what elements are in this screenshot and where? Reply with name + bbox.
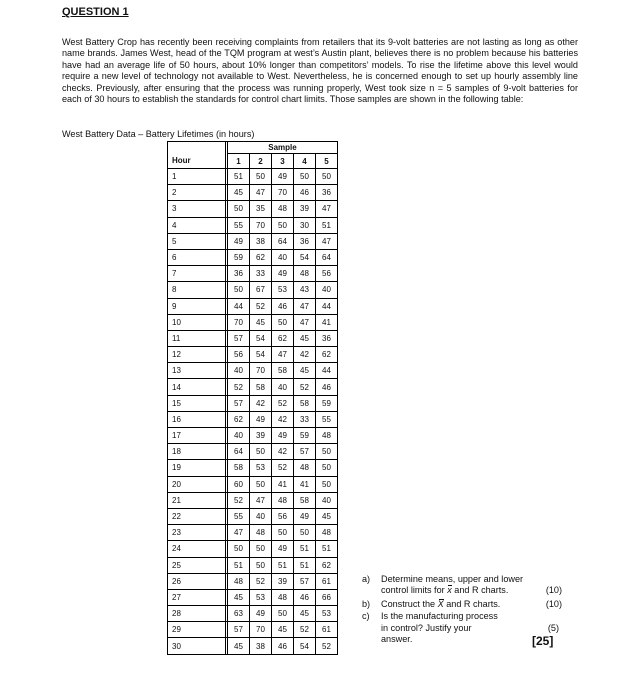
lifetime-cell: 33 bbox=[250, 266, 272, 282]
lifetime-cell: 67 bbox=[250, 282, 272, 298]
hour-cell: 16 bbox=[168, 411, 226, 427]
lifetime-cell: 50 bbox=[316, 460, 338, 476]
lifetime-cell: 50 bbox=[272, 314, 294, 330]
lifetime-cell: 53 bbox=[316, 606, 338, 622]
lifetime-cell: 52 bbox=[316, 638, 338, 654]
lifetime-cell: 52 bbox=[228, 492, 250, 508]
hour-cell: 20 bbox=[168, 476, 226, 492]
table-row bbox=[168, 444, 338, 460]
table-row bbox=[168, 622, 338, 638]
lifetime-cell: 35 bbox=[250, 201, 272, 217]
lifetime-cell: 62 bbox=[316, 347, 338, 363]
lifetime-cell: 43 bbox=[294, 282, 316, 298]
lifetime-cell: 53 bbox=[250, 589, 272, 605]
lifetime-cell: 40 bbox=[272, 249, 294, 265]
hour-cell: 28 bbox=[168, 606, 226, 622]
lifetime-cell: 52 bbox=[272, 460, 294, 476]
table-header-row bbox=[168, 142, 338, 154]
table-row bbox=[168, 460, 338, 476]
lifetime-cell: 70 bbox=[272, 185, 294, 201]
sample-number: 1 bbox=[228, 154, 250, 169]
question-c-text: Is the manufacturing process in control? Justify your answer. bbox=[381, 611, 498, 645]
lifetime-cell: 57 bbox=[228, 395, 250, 411]
hour-cell: 18 bbox=[168, 444, 226, 460]
table-row bbox=[168, 589, 338, 605]
lifetime-cell: 50 bbox=[272, 525, 294, 541]
table-row bbox=[168, 363, 338, 379]
lifetime-cell: 51 bbox=[316, 541, 338, 557]
lifetime-cell: 47 bbox=[294, 314, 316, 330]
hour-cell: 15 bbox=[168, 395, 226, 411]
lifetime-cell: 47 bbox=[250, 492, 272, 508]
lifetime-cell: 52 bbox=[294, 622, 316, 638]
lifetime-cell: 45 bbox=[294, 606, 316, 622]
lifetime-cell: 38 bbox=[250, 638, 272, 654]
sample-header: Sample bbox=[228, 142, 338, 154]
lifetime-cell: 42 bbox=[272, 444, 294, 460]
lifetime-cell: 50 bbox=[294, 525, 316, 541]
table-row bbox=[168, 428, 338, 444]
lifetime-cell: 66 bbox=[316, 589, 338, 605]
lifetime-cell: 70 bbox=[250, 622, 272, 638]
table-row bbox=[168, 557, 338, 573]
hour-cell: 12 bbox=[168, 347, 226, 363]
table-row bbox=[168, 185, 338, 201]
lifetime-cell: 47 bbox=[250, 185, 272, 201]
table-row bbox=[168, 169, 338, 185]
hour-cell: 22 bbox=[168, 508, 226, 524]
table-row bbox=[168, 330, 338, 346]
lifetime-cell: 53 bbox=[272, 282, 294, 298]
lifetime-cell: 55 bbox=[228, 508, 250, 524]
hour-cell: 24 bbox=[168, 541, 226, 557]
lifetime-cell: 40 bbox=[272, 379, 294, 395]
header-blank-cell bbox=[168, 142, 226, 154]
lifetime-cell: 30 bbox=[294, 217, 316, 233]
lifetime-cell: 57 bbox=[228, 622, 250, 638]
lifetime-cell: 52 bbox=[250, 298, 272, 314]
total-marks: [25] bbox=[532, 634, 554, 648]
lifetime-cell: 49 bbox=[272, 169, 294, 185]
lifetime-cell: 46 bbox=[294, 185, 316, 201]
hour-cell: 23 bbox=[168, 525, 226, 541]
lifetime-cell: 51 bbox=[228, 557, 250, 573]
lifetime-cell: 49 bbox=[272, 428, 294, 444]
lifetime-cell: 45 bbox=[250, 314, 272, 330]
lifetime-cell: 51 bbox=[228, 169, 250, 185]
lifetime-cell: 48 bbox=[272, 201, 294, 217]
hour-cell: 19 bbox=[168, 460, 226, 476]
lifetime-cell: 50 bbox=[316, 169, 338, 185]
lifetime-cell: 50 bbox=[250, 541, 272, 557]
lifetime-cell: 63 bbox=[228, 606, 250, 622]
table-row bbox=[168, 476, 338, 492]
lifetime-cell: 50 bbox=[250, 557, 272, 573]
lifetime-cell: 54 bbox=[294, 638, 316, 654]
problem-description: West Battery Crop has recently been receiving complaints from retailers that its 9-volt batteries are not lasting as long as other name brands. James West, head of the TQM program at west’s Austin plant, believes there is no problem because his batteries have had an average life of 50 hours, about 10% longer than competitors’ models. To rise the lifetime above this level would require a new level of technology not available to West. Nevertheless, he is concerned enough to set up hourly assembly line checks. Previously, after ensuring that the process was running properly, West took size n = 5 samples of 9-volt batteries for each of 30 hours to establish the standards for control chart limits. Those samples are shown in the following table: bbox=[62, 37, 578, 105]
lifetime-cell: 49 bbox=[272, 541, 294, 557]
lifetime-cell: 58 bbox=[228, 460, 250, 476]
lifetime-cell: 36 bbox=[316, 330, 338, 346]
question-a-marks: (10) bbox=[545, 585, 562, 596]
table-row bbox=[168, 298, 338, 314]
table-row bbox=[168, 314, 338, 330]
lifetime-cell: 70 bbox=[250, 217, 272, 233]
lifetime-cell: 56 bbox=[272, 508, 294, 524]
lifetime-cell: 61 bbox=[316, 573, 338, 589]
question-b-text: Construct the bbox=[381, 598, 436, 609]
lifetime-cell: 49 bbox=[250, 606, 272, 622]
lifetime-cell: 39 bbox=[272, 573, 294, 589]
lifetime-cell: 49 bbox=[272, 266, 294, 282]
table-row bbox=[168, 492, 338, 508]
hour-cell: 4 bbox=[168, 217, 226, 233]
hour-cell: 7 bbox=[168, 266, 226, 282]
hour-cell: 30 bbox=[168, 638, 226, 654]
lifetime-cell: 51 bbox=[316, 217, 338, 233]
lifetime-cell: 48 bbox=[250, 525, 272, 541]
lifetime-cell: 49 bbox=[250, 411, 272, 427]
lifetime-cell: 52 bbox=[250, 573, 272, 589]
lifetime-cell: 44 bbox=[316, 363, 338, 379]
hour-cell: 10 bbox=[168, 314, 226, 330]
lifetime-cell: 62 bbox=[316, 557, 338, 573]
hour-cell: 8 bbox=[168, 282, 226, 298]
lifetime-cell: 60 bbox=[228, 476, 250, 492]
lifetime-cell: 36 bbox=[316, 185, 338, 201]
lifetime-cell: 47 bbox=[316, 201, 338, 217]
table-row bbox=[168, 395, 338, 411]
table-row bbox=[168, 266, 338, 282]
lifetime-cell: 36 bbox=[228, 266, 250, 282]
question-c-marks: (5) bbox=[547, 622, 559, 633]
lifetime-cell: 47 bbox=[228, 525, 250, 541]
battery-data-table bbox=[167, 141, 338, 655]
sample-number: 2 bbox=[250, 154, 272, 169]
hour-header: Hour bbox=[168, 154, 226, 169]
lifetime-cell: 38 bbox=[250, 233, 272, 249]
lifetime-cell: 50 bbox=[316, 444, 338, 460]
lifetime-cell: 39 bbox=[294, 201, 316, 217]
lifetime-cell: 50 bbox=[250, 476, 272, 492]
lifetime-cell: 58 bbox=[272, 363, 294, 379]
lifetime-cell: 51 bbox=[294, 541, 316, 557]
lifetime-cell: 57 bbox=[294, 444, 316, 460]
lifetime-cell: 50 bbox=[250, 169, 272, 185]
lifetime-cell: 45 bbox=[228, 185, 250, 201]
lifetime-cell: 48 bbox=[294, 460, 316, 476]
hour-cell: 3 bbox=[168, 201, 226, 217]
lifetime-cell: 40 bbox=[316, 492, 338, 508]
hour-cell: 27 bbox=[168, 589, 226, 605]
hour-cell: 21 bbox=[168, 492, 226, 508]
table-subheader-row bbox=[168, 154, 338, 169]
lifetime-cell: 48 bbox=[272, 492, 294, 508]
hour-cell: 5 bbox=[168, 233, 226, 249]
sample-number: 4 bbox=[294, 154, 316, 169]
lifetime-cell: 45 bbox=[228, 589, 250, 605]
lifetime-cell: 56 bbox=[228, 347, 250, 363]
lifetime-cell: 62 bbox=[272, 330, 294, 346]
lifetime-cell: 44 bbox=[228, 298, 250, 314]
lifetime-cell: 70 bbox=[250, 363, 272, 379]
lifetime-cell: 40 bbox=[250, 508, 272, 524]
lifetime-cell: 47 bbox=[294, 298, 316, 314]
lifetime-cell: 48 bbox=[316, 428, 338, 444]
table-row bbox=[168, 573, 338, 589]
lifetime-cell: 40 bbox=[228, 428, 250, 444]
table-row bbox=[168, 282, 338, 298]
x-bar-symbol: X bbox=[437, 598, 444, 609]
lifetime-cell: 45 bbox=[272, 622, 294, 638]
hour-cell: 25 bbox=[168, 557, 226, 573]
hour-cell: 13 bbox=[168, 363, 226, 379]
lifetime-cell: 59 bbox=[228, 249, 250, 265]
lifetime-cell: 54 bbox=[250, 347, 272, 363]
sample-number: 3 bbox=[272, 154, 294, 169]
question-a-letter: a) bbox=[362, 574, 371, 584]
table-row bbox=[168, 347, 338, 363]
sample-number: 5 bbox=[316, 154, 338, 169]
lifetime-cell: 45 bbox=[294, 363, 316, 379]
lifetime-cell: 54 bbox=[250, 330, 272, 346]
hour-cell: 17 bbox=[168, 428, 226, 444]
lifetime-cell: 51 bbox=[272, 557, 294, 573]
hour-cell: 6 bbox=[168, 249, 226, 265]
lifetime-cell: 54 bbox=[294, 249, 316, 265]
lifetime-cell: 48 bbox=[228, 573, 250, 589]
hour-cell: 14 bbox=[168, 379, 226, 395]
lifetime-cell: 44 bbox=[316, 298, 338, 314]
lifetime-cell: 47 bbox=[272, 347, 294, 363]
lifetime-cell: 46 bbox=[294, 589, 316, 605]
lifetime-cell: 59 bbox=[294, 428, 316, 444]
lifetime-cell: 58 bbox=[294, 395, 316, 411]
table-row bbox=[168, 233, 338, 249]
lifetime-cell: 47 bbox=[316, 233, 338, 249]
lifetime-cell: 45 bbox=[316, 508, 338, 524]
question-b-letter: b) bbox=[362, 598, 371, 609]
lifetime-cell: 48 bbox=[316, 525, 338, 541]
lifetime-cell: 50 bbox=[294, 169, 316, 185]
lifetime-cell: 48 bbox=[294, 266, 316, 282]
question-c-letter: c) bbox=[362, 611, 370, 622]
hour-cell: 9 bbox=[168, 298, 226, 314]
question-b-marks: (10) bbox=[545, 598, 562, 609]
question-a bbox=[362, 574, 562, 597]
table-caption: West Battery Data – Battery Lifetimes (in hours) bbox=[62, 129, 255, 139]
lifetime-cell: 49 bbox=[294, 508, 316, 524]
lifetime-cell: 42 bbox=[250, 395, 272, 411]
lifetime-cell: 48 bbox=[272, 589, 294, 605]
table-row bbox=[168, 525, 338, 541]
lifetime-cell: 64 bbox=[228, 444, 250, 460]
hour-cell: 26 bbox=[168, 573, 226, 589]
lifetime-cell: 50 bbox=[272, 217, 294, 233]
table-row bbox=[168, 411, 338, 427]
lifetime-cell: 55 bbox=[228, 217, 250, 233]
lifetime-cell: 36 bbox=[294, 233, 316, 249]
table-row bbox=[168, 201, 338, 217]
lifetime-cell: 41 bbox=[272, 476, 294, 492]
lifetime-cell: 49 bbox=[228, 233, 250, 249]
lifetime-cell: 41 bbox=[294, 476, 316, 492]
lifetime-cell: 50 bbox=[228, 541, 250, 557]
table-row bbox=[168, 508, 338, 524]
lifetime-cell: 61 bbox=[316, 622, 338, 638]
lifetime-cell: 59 bbox=[316, 395, 338, 411]
table-row bbox=[168, 379, 338, 395]
lifetime-cell: 56 bbox=[316, 266, 338, 282]
hour-cell: 1 bbox=[168, 169, 226, 185]
lifetime-cell: 46 bbox=[316, 379, 338, 395]
lifetime-cell: 33 bbox=[294, 411, 316, 427]
question-a-text-end: and R charts. bbox=[454, 585, 509, 596]
lifetime-cell: 53 bbox=[250, 460, 272, 476]
lifetime-cell: 50 bbox=[272, 606, 294, 622]
lifetime-cell: 62 bbox=[250, 249, 272, 265]
hour-cell: 11 bbox=[168, 330, 226, 346]
lifetime-cell: 70 bbox=[228, 314, 250, 330]
lifetime-cell: 45 bbox=[294, 330, 316, 346]
question-b-text-end: and R charts. bbox=[446, 598, 501, 609]
lifetime-cell: 57 bbox=[294, 573, 316, 589]
lifetime-cell: 50 bbox=[228, 201, 250, 217]
lifetime-cell: 58 bbox=[250, 379, 272, 395]
lifetime-cell: 52 bbox=[228, 379, 250, 395]
lifetime-cell: 45 bbox=[228, 638, 250, 654]
lifetime-cell: 41 bbox=[316, 314, 338, 330]
lifetime-cell: 64 bbox=[272, 233, 294, 249]
question-b bbox=[362, 599, 562, 610]
hour-cell: 29 bbox=[168, 622, 226, 638]
table-row bbox=[168, 638, 338, 654]
lifetime-cell: 52 bbox=[294, 379, 316, 395]
lifetime-cell: 55 bbox=[316, 411, 338, 427]
table-row bbox=[168, 217, 338, 233]
question-heading: QUESTION 1 bbox=[62, 6, 129, 18]
lifetime-cell: 40 bbox=[228, 363, 250, 379]
lifetime-cell: 42 bbox=[272, 411, 294, 427]
lifetime-cell: 50 bbox=[250, 444, 272, 460]
lifetime-cell: 62 bbox=[228, 411, 250, 427]
table-row bbox=[168, 606, 338, 622]
lifetime-cell: 40 bbox=[316, 282, 338, 298]
lifetime-cell: 42 bbox=[294, 347, 316, 363]
lifetime-cell: 46 bbox=[272, 638, 294, 654]
lifetime-cell: 58 bbox=[294, 492, 316, 508]
lifetime-cell: 39 bbox=[250, 428, 272, 444]
lifetime-cell: 57 bbox=[228, 330, 250, 346]
question-a-text: Determine means, upper and lower control limits for bbox=[381, 574, 524, 596]
x-bar-symbol: x bbox=[447, 585, 452, 596]
lifetime-cell: 51 bbox=[294, 557, 316, 573]
lifetime-cell: 52 bbox=[272, 395, 294, 411]
lifetime-cell: 64 bbox=[316, 249, 338, 265]
table-row bbox=[168, 249, 338, 265]
table-row bbox=[168, 541, 338, 557]
lifetime-cell: 50 bbox=[228, 282, 250, 298]
hour-cell: 2 bbox=[168, 185, 226, 201]
lifetime-cell: 46 bbox=[272, 298, 294, 314]
lifetime-cell: 50 bbox=[316, 476, 338, 492]
